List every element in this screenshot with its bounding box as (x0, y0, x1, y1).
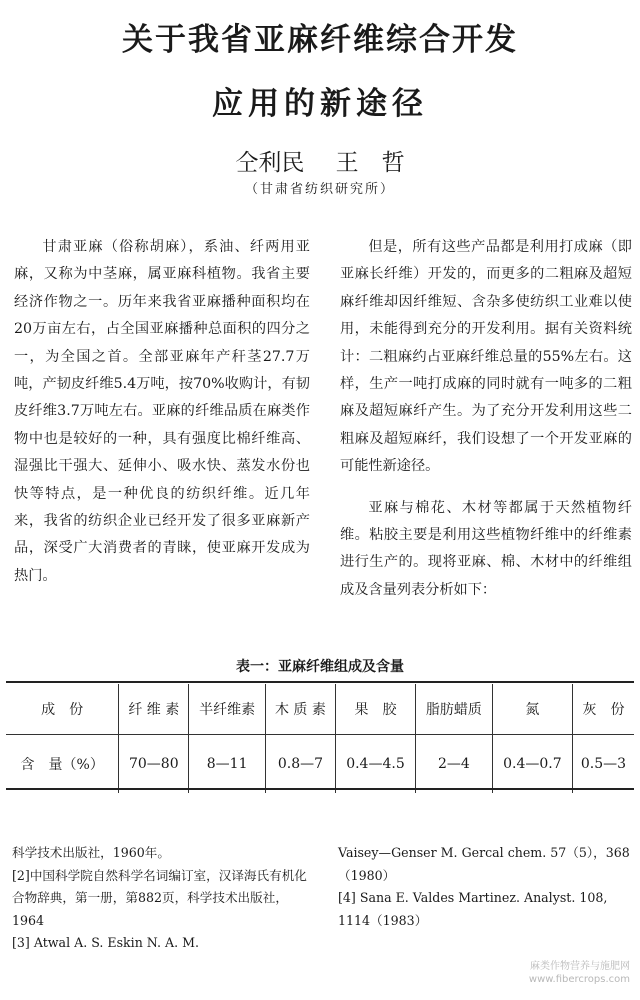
table-top-rule (6, 681, 634, 683)
watermark-line-2: www.fibercrops.com (528, 974, 630, 985)
table-cell: 8—11 (189, 735, 266, 794)
table-caption: 表一：亚麻纤维组成及含量 (236, 659, 404, 675)
references-right (338, 842, 634, 932)
article-title-line-1: 关于我省亚麻纤维综合开发 (122, 22, 518, 58)
header-cell: 脂肪蜡质 (416, 684, 493, 735)
reference-item: Vaisey—Genser M. Gercal chem. 57（5），368（1980） (338, 845, 630, 883)
table-cell: 0.4—4.5 (335, 735, 415, 794)
table-cell: 0.4—0.7 (492, 735, 572, 794)
reference-item: [4] Sana E. Valdes Martinez. Analyst. 108, 1114（1983） (338, 890, 608, 928)
table-row (6, 735, 634, 794)
table-bottom-rule (6, 788, 634, 790)
reference-item: 科学技术出版社，1960年。 (12, 845, 170, 860)
references-left (12, 842, 312, 955)
paragraph: 甘肃亚麻（俗称胡麻），系油、纤两用亚麻，又称为中茎麻，属亚麻科植物。我省主要经济作物之一。历年来我省亚麻播种面积均在20万亩左右，占全国亚麻播种总面积的四分之一，为全国之首。全部亚麻年产秆茎27.7万吨，产韧皮纤维5.4万吨，按70%收购计，有韧皮纤维3.7万吨左右。亚麻的纤维品质在麻类作物中也是较好的一种，具有强度比棉纤维高、湿强比干强大、延伸小、吸水快、蒸发水份也快等特点，是一种优良的纺织纤维。近几年来，我省的纺织企业已经开发了很多亚麻新产品，深受广大消费者的青睐，使亚麻开发成为热门。 (14, 239, 310, 584)
reference-item: [2]中国科学院自然科学名词编订室，汉译海氏有机化合物辞典，第一册，第882页，科学技术出版社，1964 (12, 867, 307, 928)
header-cell: 氮 (492, 684, 572, 735)
reference-item: [3] Atwal A. S. Eskin N. A. M. (12, 935, 200, 950)
paragraph: 亚麻与棉花、木材等都属于天然植物纤维。粘胶主要是利用这些植物纤维中的纤维素进行生产的。现将亚麻、棉、木材中的纤维组成及含量列表分析如下： (340, 499, 632, 598)
header-cell: 成 份 (6, 684, 119, 735)
author-2: 王 哲 (335, 150, 405, 176)
header-cell: 灰 份 (572, 684, 634, 735)
table-cell: 70—80 (119, 735, 189, 794)
header-cell: 木 质 素 (266, 684, 336, 735)
row-label: 含 量（%） (20, 757, 104, 773)
table-cell: 2—4 (416, 735, 493, 794)
watermark (529, 960, 630, 986)
header-cell: 半纤维素 (189, 684, 266, 735)
affiliation: （甘肃省纺织研究所） (244, 182, 395, 197)
table-cell: 0.5—3 (572, 735, 634, 794)
author-1: 仝利民 (235, 150, 305, 176)
header-cell: 果 胶 (335, 684, 415, 735)
body-column-left (14, 234, 310, 590)
paragraph: 但是，所有这些产品都是利用打成麻（即亚麻长纤维）开发的，而更多的二粗麻及超短麻纤维却因纤维短、含杂多使纺织工业难以使用，未能得到充分的开发利用。据有关资料统计：二粗麻约占亚麻纤维总量的55%左右。这样，生产一吨打成麻的同时就有一吨多的二粗麻及超短麻纤产生。为了充分开发利用这些二粗麻及超短麻纤，我们设想了一个开发亚麻的可能性新途径。 (340, 239, 632, 475)
composition-table (6, 684, 634, 793)
article-title-line-2: 应用的新途径 (212, 86, 428, 122)
body-column-right (340, 234, 632, 604)
header-cell: 纤 维 素 (119, 684, 189, 735)
authors (0, 144, 640, 177)
table-header-row (6, 684, 634, 735)
watermark-line-1: 麻类作物营养与施肥网 (530, 961, 630, 972)
table-cell: 0.8—7 (266, 735, 336, 794)
